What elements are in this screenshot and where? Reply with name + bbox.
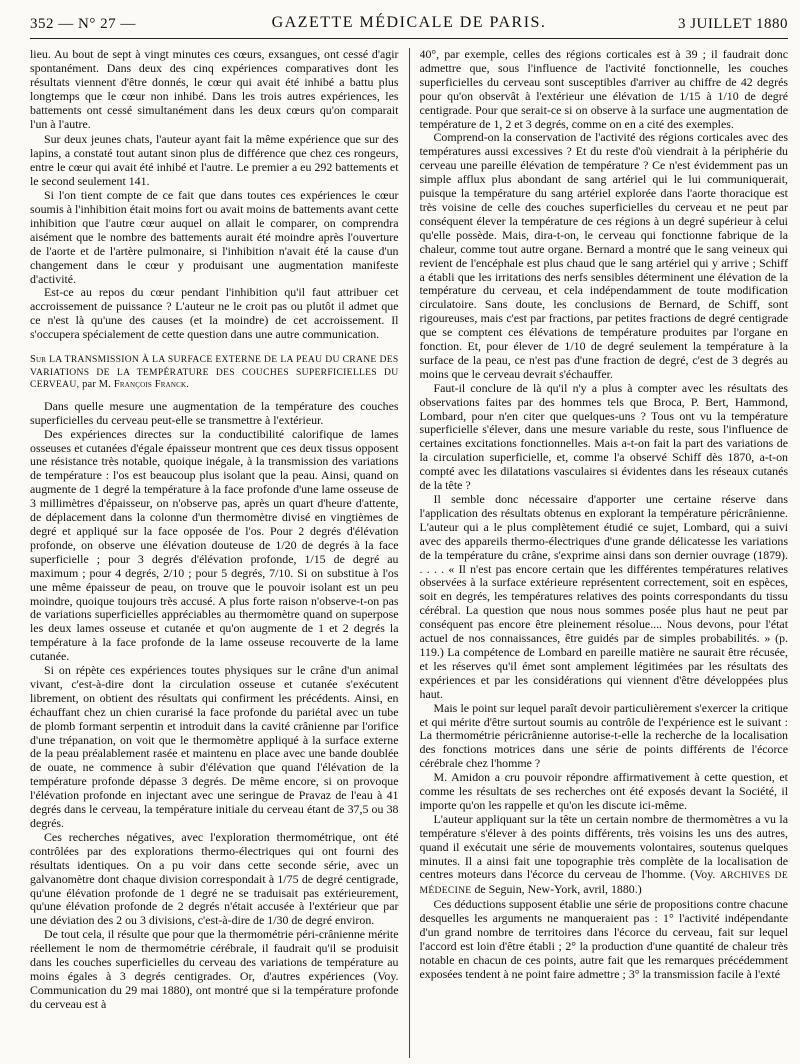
paragraph-text: de Seguin, New-York, avril, 1880.) [471, 882, 642, 897]
paragraph: Mais le point sur lequel paraît devoir particulièrement s'exercer la critique et qui mérite d'être surtout soumis au contrôle de l'expérience est le suivant : La thermométrie péricrânienne autorise-t-elle la recherche de la localisation des fonctions motrices dans une série de points différents de l'écorce cérébrale chez l'homme ? [419, 700, 788, 771]
paragraph: De tout cela, il résulte que pour que la thermométrie péri-crânienne mérite réellement le nom de thermométrie cérébrale, il faudrait qu'il se produisit dans les couches superficielles du cerveau des variations de température au moins égales à 3 degrés centigrades. Or, d'autres expériences (Voy. Communication du 29 mai 1880), ont montré que si la température profonde du cerveau est à [30, 927, 399, 1011]
header-rule [30, 38, 788, 39]
paragraph-text: L'auteur appliquant sur la tête un certain nombre de thermomètres a vu la température s'élever à des points différents, très voisins les uns des autres, quand il exécutait une série de mouvements volontaires, soutenus quelques minutes. Il a ainsi fait une topographie très complète de la localisation de centres moteurs dans l'écorce du cerveau de l'homme. (Voy. [419, 811, 788, 882]
paragraph: Il semble donc nécessaire d'apporter une certaine réserve dans l'application des résultats obtenus en explorant la température péricrânienne. L'auteur qui a le plus complètement étudié ce sujet, Lombard, qui a suivi avec des appareils thermo-électriques d'une grande délicatesse les variations de la température du crâne, s'exprime ainsi dans son dernier ouvrage (1879). . . . . « Il n'est pas encore certain que les différentes températures relatives observées à la surface extérieure représentent correctement, soit en espèces, soit en degrés, les températures relatives des points correspondants du tissu cérébral. La question que nous nous sommes posée plus haut ne peut par conséquent pas encore être pleinement résolue.... Nous devons, pour l'état actuel de nos connaissances, être guidés par de simples probabilités. » (p. 119.) La compétence de Lombard en pareille matière ne saurait être récusée, et les réserves qu'il émet sont amplement légitimées par les résultats des expériences et par les considérations qui viennent d'être développées plus haut. [419, 492, 788, 701]
section-heading-par: par M. [79, 379, 114, 391]
paragraph: M. Amidon a cru pouvoir répondre affirmativement à cette question, et comme les résultats de ses recherches ont été exposés devant la Société, il importe qu'on les rappelle et qu'on les discute ici-même. [419, 770, 788, 812]
paragraph: Si on répète ces expériences toutes physiques sur le crâne d'un animal vivant, c'est-à-dire dont la circulation osseuse et cutanée s'exécutent librement, on obtient des résultats qui confirment les précédents. Ainsi, en échauffant chez un chien curarisé la face profonde du pariétal avec un tube de plomb formant serpentin et introduit dans la cavité crânienne par l'orifice d'une trépanation, on voit que le thermomètre appliqué à la surface externe de la peau préalablement rasée et maintenu en place avec une bande doublée de ouate, ne commence à subir d'élévation que quand l'élévation de la température profonde dépasse 3 degrés. De même encore, si on provoque l'élévation profonde en injectant avec une seringue de Pravaz de l'eau à 41 degrés dans le cerveau, la température initiale du cerveau étant de 37,5 ou 38 degrés. [30, 663, 399, 830]
paragraph: 40°, par exemple, celles des régions corticales est à 39 ; il faudrait donc admettre que, sous l'influence de l'activité fonctionnelle, les couches superficielles du cerveau sont susceptibles d'arriver au chiffre de 42 degrés pour qu'on observât à l'extérieur une élévation de 1/15 à 1/10 de degré centigrade. Pour que serait-ce si on observe à la surface une augmentation de température de 1, 2 et 3 degrés, comme on en a cité des exemples. [419, 48, 788, 131]
source-citation: ARCHIVES DE MÉDECINE [419, 870, 788, 897]
page-header [30, 12, 788, 40]
paragraph: Des expériences directes sur la conductibilité calorifique de lames osseuses et cutanées d'égale épaisseur montrent que ces deux tissus opposent une résistance très notable, quoique inégale, à la transmission des variations de température : l'os est beaucoup plus isolant que la peau. Ainsi, quand on augmente de 1 degré la température à la face profonde d'une lame osseuse de 3 millimètres d'épaisseur, on n'observe pas, après un quart d'heure d'attente, de déplacement dans la colonne d'un thermomètre divisé en vingtièmes de degré et appliqué sur la face opposée de l'os. Pour 2 degrés d'élévation profonde, on observe une élévation douteuse de 1/20 de degrés à la face superficielle ; pour 3 degrés d'élévation profonde, 1/15 de degré au maximum ; pour 4 degrés, 2/10 ; pour 5 degrés, 7/10. Si on substitue à l'os une même épaisseur de peau, on trouve que le pouvoir isolant est un peu moindre, quoique toujours très accusé. A plus forte raison n'observe-t-on pas de variations superficielles appréciables au thermomètre quand on superpose les deux lames osseuse et cutanée et qu'on augmente de 1 et 2 degrés la température à la face profonde de la lame osseuse recouverte de la lame cutanée. [30, 426, 399, 664]
paragraph: Sur deux jeunes chats, l'auteur ayant fait la même expérience que sur des lapins, a constaté tout autant sinon plus de différence que chez ces rongeurs, entre le cœur qui avait été inhibé et l'autre. Le premier a eu 292 battements et le second seulement 141. [30, 132, 399, 189]
paragraph: Dans quelle mesure une augmentation de la température des couches superficielles du cerveau peut-elle se transmettre à l'extérieur. [30, 398, 399, 427]
section-heading-title: LA TRANSMISSION À LA SURFACE EXTERNE DE LA PEAU DU CRANE DES VARIATIONS DE LA TEMPÉRATURE DES COUCHES SUPERFICIELLES DU CERVEAU, [30, 354, 399, 391]
text-columns [30, 48, 788, 1058]
section-heading [30, 354, 399, 392]
paragraph: Faut-il conclure de là qu'il n'y a plus à compter avec les résultats des observations faites par des hommes tels que Broca, P. Bert, Hammond, Lombard, pour n'en citer que quelques-uns ? Tous ont vu la température superficielle s'élever, dans une mesure variable du reste, sous l'influence de certaines excitations fonctionnelles. Mais a-t-on fait la part des variations de la circulation superficielle, et, comme l'a observé Schiff dès 1870, a-t-on compté avec les dilatations vasculaires si évidentes dans les réseaux cutanés de la tête ? [419, 380, 788, 493]
page-number: 352 — N° 27 — [30, 16, 136, 32]
paragraph: lieu. Au bout de sept à vingt minutes ces cœurs, exsangues, ont cessé d'agir spontanément. Dans deux des cinq expériences comparatives dont les résultats viennent d'être donnés, le cœur qui avait été inhibé a battu plus longtemps que le cœur non inhibé. Dans les trois autres expériences, les battements ont cessé simultanément dans les deux cœurs qu'on comparait l'un à l'autre. [30, 48, 399, 131]
column-divider [409, 48, 410, 1058]
paragraph: Ces déductions supposent établie une série de propositions contre chacune desquelles les arguments ne manqueraient pas : 1° l'activité indépendante d'un grand nombre de territoires dans l'écorce du cerveau, fait sur lequel l'accord est loin d'être établi ; 2° la production d'une quantité de chaleur très notable en chacun de ces points, autre fait que les remarques précédemment exposées tendent à ne point faire admettre ; 3° la transmission facile à l'exté [419, 897, 788, 981]
paragraph: Ces recherches négatives, avec l'exploration thermométrique, ont été contrôlées par des explorations thermo-électriques qui ont fourni des résultats identiques. On a pu voir dans cette seconde série, avec un galvanomètre dont chaque division correspondait à 1/75 de degré centigrade, qu'une élévation profonde de 1 degré ne se traduisait pas extérieurement, qu'une élévation profonde de 2 degrés n'était accusée à l'extérieur que par une déviation des 2 ou 3 divisions, c'est-à-dire de 1/30 de degré environ. [30, 829, 399, 928]
paragraph: Est-ce au repos du cœur pendant l'inhibition qu'il faut attribuer cet accroissement de puissance ? L'auteur ne le croit pas ou plutôt il admet que ce n'est là qu'une des causes (et la moindre) de cet accroissement. Il s'occupera spécialement de cette question dans une autre communication. [30, 285, 399, 342]
issue-date: 3 JUILLET 1880 [677, 16, 788, 32]
paragraph: Si l'on tient compte de ce fait que dans toutes ces expériences le cœur soumis à l'inhibition était moins fort ou avait moins de battements avant cette inhibition que l'autre cœur auquel on allait le comparer, on comprendra aisément que le nombre des battements aurait été moindre après l'ouverture de l'aorte et de l'artère pulmonaire, si l'inhibition n'avait été la cause d'un changement dans le cœur y produisant une augmentation manifeste d'activité. [30, 188, 399, 286]
section-heading-author: François Franck. [113, 379, 190, 391]
left-column [30, 48, 399, 1058]
right-column [420, 48, 789, 1058]
paragraph [420, 813, 789, 898]
paragraph: Comprend-on la conservation de l'activité des régions corticales avec des températures aussi excessives ? Et du reste d'où viendrait à la périphérie du cerveau une pareille élévation de température ? Ce n'est évidemment pas un simple afflux plus abondant de sang artériel qui le lui communiquerait, puisque la température du sang artériel explorée dans l'aorte thoracique est très voisine de celle des couches superficielles du cerveau et ne peut par conséquent élever la température de ces régions à un degré supérieur à celui qu'elle possède. Mais, dira-t-on, le cerveau qui fonctionne fabrique de la chaleur, comme tout autre organe. Bernard a montré que le sang veineux qui revient de l'encéphale est plus chaud que le sang artériel qui y arrive ; Schiff a établi que les irritations des nerfs sensibles déterminent une élévation de la température du cerveau, et cela indépendamment de toute modification circulatoire. Sans doute, les conclusions de Bernard, de Schiff, sont rigoureuses, mais c'est par fractions, par petites fractions de degré centigrade que se comptent ces élévations de température produites par l'organe en fonction. Et, pour élever de 1/10 de degré seulement la température à la surface de la peau, ce n'est pas d'une fraction de degré, c'est de 3 degrés au moins que le cerveau devrait s'échauffer. [419, 130, 788, 381]
section-heading-sur: Sur [30, 354, 50, 366]
journal-title: GAZETTE MÉDICALE DE PARIS. [271, 14, 547, 31]
